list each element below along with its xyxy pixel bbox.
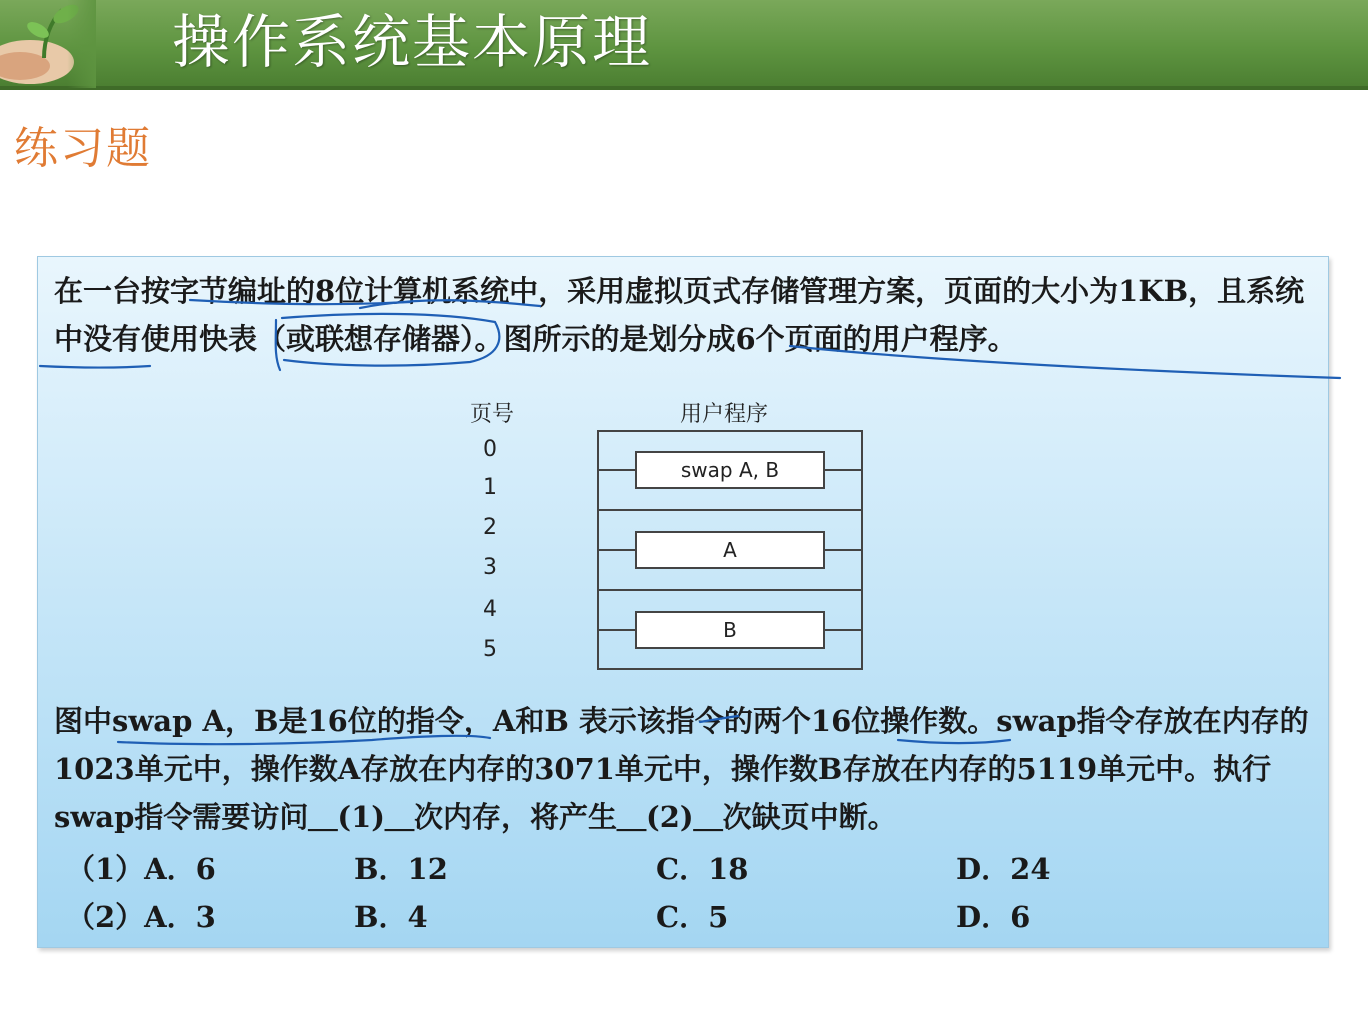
page-number-1: 1 (483, 475, 497, 500)
page-number-2: 2 (483, 515, 497, 540)
option-1c[interactable]: C．18 (656, 852, 749, 886)
connector-line (825, 629, 863, 631)
page-divider (597, 589, 863, 591)
connector-line (597, 469, 635, 471)
page-number-4: 4 (483, 597, 497, 622)
page-number-3: 3 (483, 555, 497, 580)
user-program-header: 用户程序 (680, 402, 769, 427)
operand-b-block: B (635, 611, 825, 649)
option-2b[interactable]: B．4 (354, 900, 428, 934)
page-number-header: 页号 (470, 402, 515, 427)
option-1b[interactable]: B．12 (354, 852, 448, 886)
page-number-0: 0 (483, 437, 497, 462)
option-1a[interactable]: （1）A．6 (66, 852, 216, 886)
page-title: 操作系统基本原理 (172, 8, 653, 76)
options-row-2 (38, 895, 1328, 935)
connector-line (597, 629, 635, 631)
connector-line (825, 549, 863, 551)
banner-divider (0, 86, 1368, 90)
swap-instruction-block: swap A, B (635, 451, 825, 489)
option-2c[interactable]: C．5 (656, 900, 729, 934)
option-2d[interactable]: D．6 (956, 900, 1031, 934)
seedling-hand-icon (0, 0, 96, 88)
option-1d[interactable]: D．24 (956, 852, 1051, 886)
section-title: 练习题 (14, 123, 152, 174)
option-2a[interactable]: （2）A．3 (66, 900, 216, 934)
question-panel (37, 256, 1329, 948)
question-paragraph-1: 在一台按字节编址的8位计算机系统中，采用虚拟页式存储管理方案，页面的大小为1KB，且系统中没有使用快表（或联想存储器）。图所示的是划分成6个页面的用户程序。 (54, 274, 1305, 356)
page-divider (597, 509, 863, 511)
connector-line (825, 469, 863, 471)
page-number-5: 5 (483, 637, 497, 662)
question-paragraph-2: 图中swap A，B是16位的指令，A和B 表示该指令的两个16位操作数。swap指令存放在内存的1023单元中，操作数A存放在内存的3071单元中，操作数B存放在内存的5119单元中。执行swap指令需要访问＿(1)＿次内存，将产生＿(2)＿次缺页中断。 (54, 704, 1309, 834)
operand-a-block: A (635, 531, 825, 569)
options-row-1 (38, 847, 1328, 887)
connector-line (597, 549, 635, 551)
